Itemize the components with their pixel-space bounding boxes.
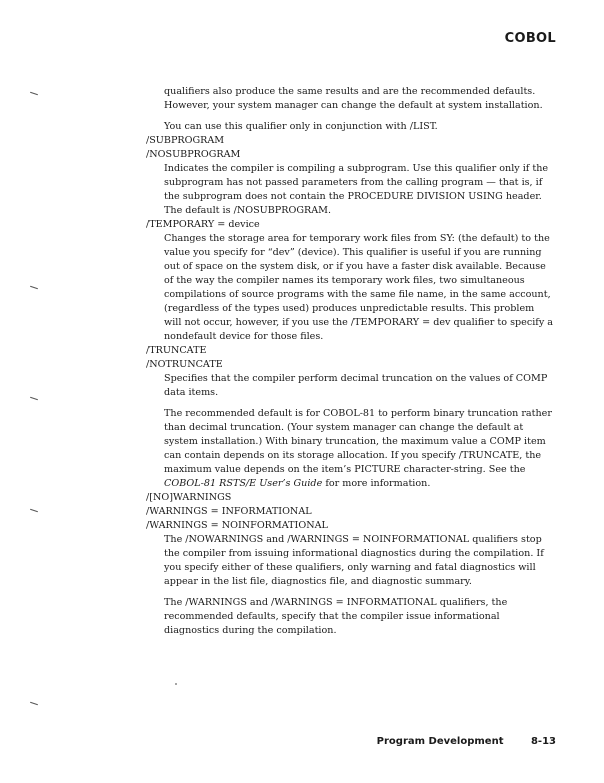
qualifier-name: /TRUNCATE xyxy=(146,345,207,356)
page-footer xyxy=(377,736,556,747)
paragraph-text: for more information. xyxy=(325,478,431,489)
body-content xyxy=(146,85,554,638)
qualifier-name: /NOTRUNCATE xyxy=(146,359,223,370)
paragraph: qualifiers also produce the same results and are the recommended defaults. However, your system manager can change the default at system installation. xyxy=(164,86,543,111)
paragraph: Specifies that the compiler perform decimal truncation on the values of COMP data items. xyxy=(164,373,548,398)
footer-section: Program Development xyxy=(376,736,504,747)
margin-mark xyxy=(30,509,38,512)
running-header-title: COBOL xyxy=(504,31,556,46)
qualifier-name: /TEMPORARY = device xyxy=(146,219,260,230)
stray-dot xyxy=(175,683,177,685)
paragraph: Changes the storage area for temporary work files from SY: (the default) to the value you specify for “dev” (device). This qualifier is useful if you are running out of space on the system disk, or if you have a faster disk available. Because of the way the compiler names its temporary work files, two simultaneous compilations of source programs with the same file name, in the same account, (regardless of the types used) produces unpredictable results. This problem will not occur, however, if you use the /TEMPORARY = dev qualifier to specify a nondefault device for those files. xyxy=(164,233,554,342)
paragraph: Indicates the compiler is compiling a subprogram. Use this qualifier only if the subprogram has not passed parameters from the calling program — that is, if the subprogram does not contain the PROCEDURE DIVISION USING header. The default is /NOSUBPROGRAM. xyxy=(164,163,549,216)
margin-mark xyxy=(30,92,38,95)
qualifier-name: /[NO]WARNINGS xyxy=(146,492,232,503)
qualifier-name: /NOSUBPROGRAM xyxy=(146,149,241,160)
qualifier-name: /WARNINGS = INFORMATIONAL xyxy=(146,506,312,517)
margin-mark xyxy=(30,397,38,400)
margin-mark xyxy=(30,286,38,289)
margin-mark xyxy=(30,702,38,705)
paragraph: The /WARNINGS and /WARNINGS = INFORMATIONAL qualifiers, the recommended defaults, specify that the compiler issue informational diagnostics during the compilation. xyxy=(164,597,508,636)
paragraph xyxy=(146,407,554,491)
paragraph: The /NOWARNINGS and /WARNINGS = NOINFORMATIONAL qualifiers stop the compiler from issuing informational diagnostics during the compilation. If you specify either of these qualifiers, only warning and fatal diagnostics will appear in the list file, diagnostics file, and diagnostic summary. xyxy=(164,534,544,587)
qualifier-name: /WARNINGS = NOINFORMATIONAL xyxy=(146,520,328,531)
page-number: 8-13 xyxy=(530,736,556,747)
paragraph-text: The recommended default is for COBOL-81 to perform binary truncation rather than decimal truncation. (Your system manager can change the default at system installation.) With binary truncation, the maximum value a COMP item can contain depends on its storage allocation. If you specify /TRUNCATE, the maximum value depends on the item’s PICTURE character-string. See the xyxy=(164,408,552,475)
qualifier-name: /SUBPROGRAM xyxy=(146,135,225,146)
guide-title: COBOL-81 RSTS/E User’s Guide xyxy=(164,478,323,489)
paragraph: You can use this qualifier only in conjunction with /LIST. xyxy=(164,121,438,132)
